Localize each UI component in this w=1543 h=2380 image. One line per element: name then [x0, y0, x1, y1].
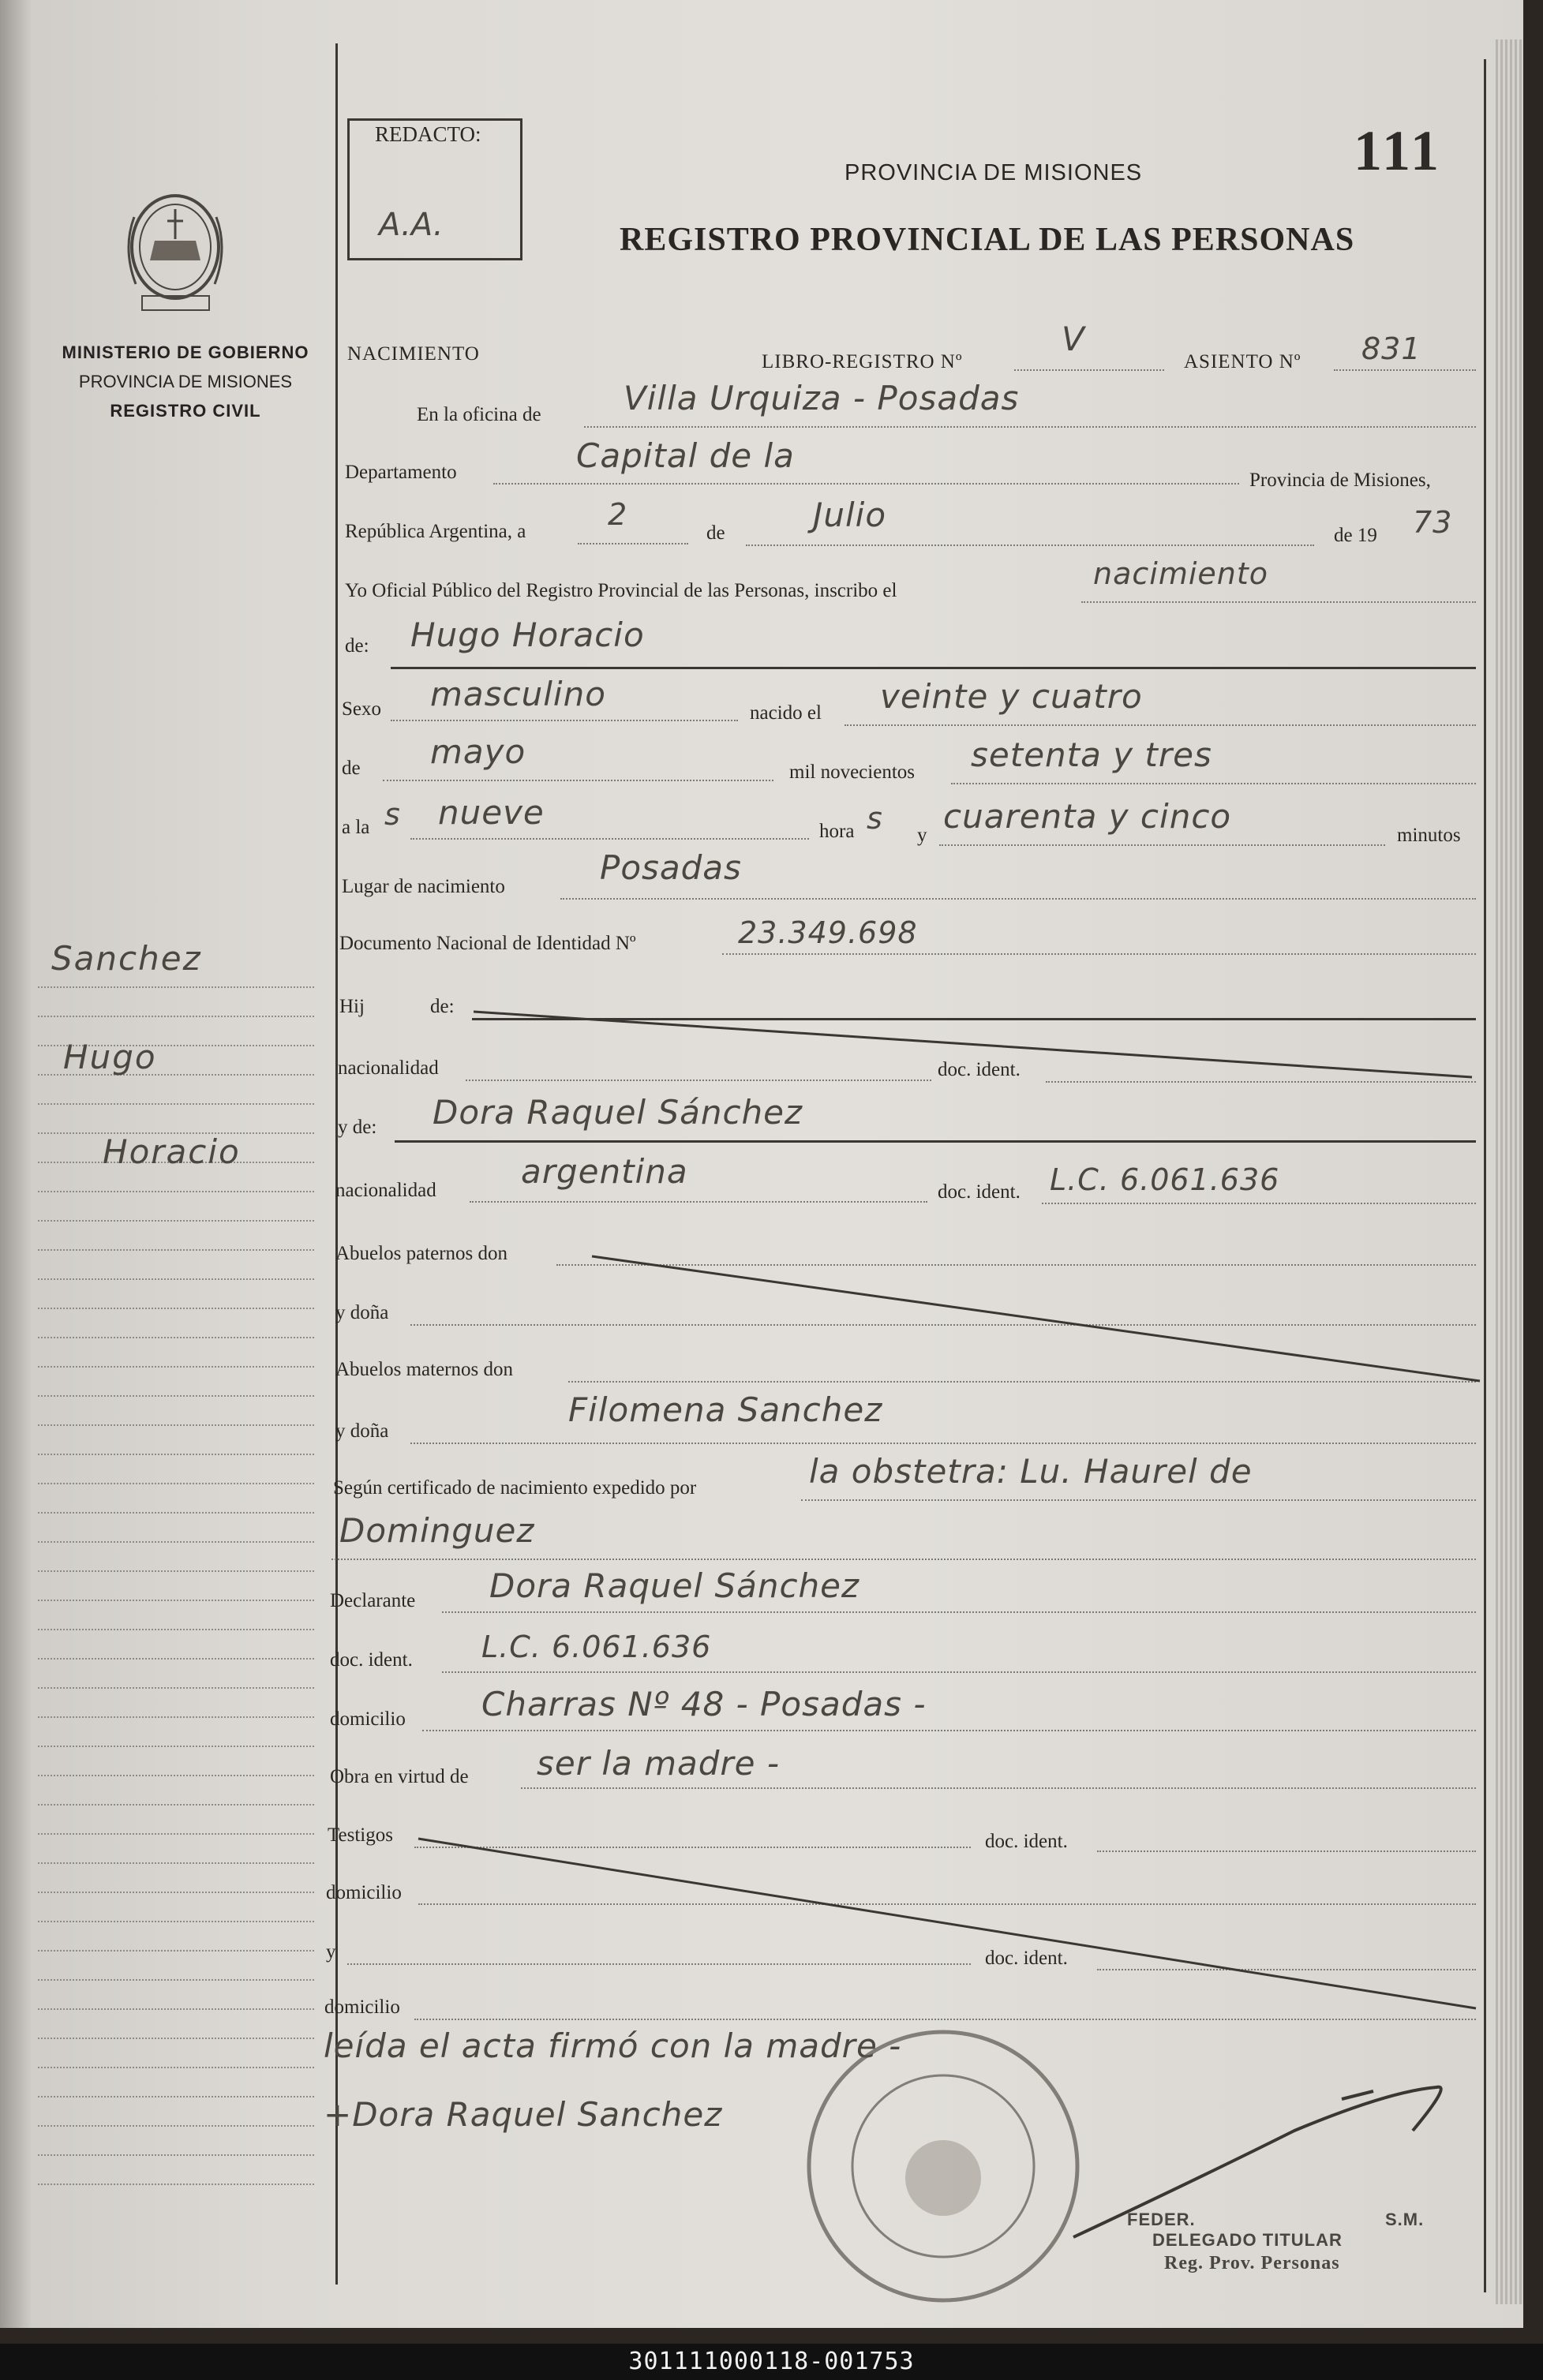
- domicilio-value: Charras Nº 48 - Posadas -: [481, 1685, 927, 1723]
- registry-title: REGISTRO PROVINCIAL DE LAS PERSONAS: [620, 222, 1355, 258]
- officer-name-stamp: FEDER.: [1127, 2210, 1196, 2229]
- departamento-label: Departamento: [345, 462, 457, 483]
- ministry-registry: REGISTRO CIVIL: [110, 401, 261, 421]
- madre-value: Dora Raquel Sánchez: [433, 1093, 803, 1132]
- signature-flourish: [1342, 2091, 1373, 2099]
- margin-second-name: Horacio: [103, 1132, 241, 1171]
- obra-value: ser la madre -: [537, 1744, 781, 1783]
- oficina-label: En la oficina de: [417, 404, 541, 425]
- testigo-1-domicilio-label: domicilio: [326, 1882, 402, 1903]
- anio-value: setenta y tres: [971, 735, 1212, 774]
- hij-label: Hij: [339, 996, 365, 1017]
- asiento-value: 831: [1361, 331, 1421, 366]
- lugar-value: Posadas: [600, 848, 742, 887]
- alas-suffix: s: [384, 797, 401, 832]
- officer-office-stamp: Reg. Prov. Personas: [1164, 2253, 1340, 2273]
- provincia-suffix: Provincia de Misiones,: [1249, 470, 1431, 491]
- padre-nacionalidad-label: nacionalidad: [338, 1057, 439, 1079]
- alas-label: a la: [342, 817, 370, 838]
- minutos-value: cuarenta y cinco: [943, 797, 1232, 836]
- asiento-label: ASIENTO Nº: [1184, 351, 1301, 372]
- abuela-paterna-label: y doña: [335, 1302, 389, 1323]
- act-type-label: NACIMIENTO: [347, 343, 480, 365]
- officer-title-stamp: DELEGADO TITULAR: [1152, 2230, 1343, 2250]
- declarante-doc-label: doc. ident.: [330, 1649, 413, 1671]
- archive-id: 301111000118-001753: [628, 2348, 915, 2375]
- sexo-label: Sexo: [342, 698, 381, 720]
- padre-strike-line: [474, 1012, 1472, 1077]
- officer-initials-stamp: S.M.: [1385, 2210, 1425, 2229]
- year-value: 73: [1413, 505, 1453, 540]
- testigo-1-doc-label: doc. ident.: [985, 1831, 1068, 1852]
- closing-note: leída el acta firmó con la madre -: [324, 2026, 902, 2065]
- lugar-label: Lugar de nacimiento: [342, 876, 505, 897]
- madre-label: y de:: [338, 1117, 377, 1138]
- nombre-label: de:: [345, 635, 369, 657]
- margin-surname: Sanchez: [51, 939, 202, 978]
- oficina-value: Villa Urquiza - Posadas: [624, 379, 1020, 417]
- hora-value: nueve: [438, 793, 545, 832]
- republica-label: República Argentina, a: [345, 521, 526, 542]
- padre-doc-label: doc. ident.: [938, 1059, 1021, 1080]
- mil-label: mil novecientos: [789, 762, 915, 783]
- mes-prefix-label: de: [342, 758, 361, 779]
- certificado-value-2: Dominguez: [339, 1511, 535, 1550]
- y-label: y: [917, 825, 927, 846]
- declarante-doc-value: L.C. 6.061.636: [481, 1630, 712, 1664]
- inscribo-value: nacimiento: [1093, 556, 1269, 591]
- declarante-label: Declarante: [330, 1590, 416, 1611]
- departamento-value: Capital de la: [576, 436, 795, 475]
- ministry-name: MINISTERIO DE GOBIERNO: [62, 342, 309, 362]
- margin-first-name: Hugo: [63, 1038, 157, 1076]
- abuelos-paternos-label: Abuelos paternos don: [335, 1243, 508, 1264]
- mes-value: mayo: [430, 732, 526, 771]
- obra-label: Obra en virtud de: [330, 1766, 469, 1787]
- abuelos-maternos-label: Abuelos maternos don: [335, 1359, 513, 1380]
- libro-label: LIBRO-REGISTRO Nº: [762, 351, 963, 372]
- domicilio-label: domicilio: [330, 1708, 406, 1730]
- redacto-initials: A.A.: [379, 207, 444, 243]
- mother-signature: +Dora Raquel Sanchez: [324, 2095, 723, 2134]
- redacto-label: REDACTO:: [375, 122, 481, 146]
- year-prefix-label: de 19: [1334, 525, 1377, 546]
- testigo-2-doc-label: doc. ident.: [985, 1948, 1068, 1969]
- certificado-value: la obstetra: Lu. Haurel de: [809, 1452, 1253, 1491]
- dni-value: 23.349.698: [738, 915, 918, 950]
- abuela-materna-label: y doña: [335, 1420, 389, 1442]
- nacido-label: nacido el: [750, 702, 822, 724]
- abuela-materna-value: Filomena Sanchez: [568, 1390, 883, 1429]
- madre-doc-label: doc. ident.: [938, 1181, 1021, 1203]
- nombre-value: Hugo Horacio: [410, 616, 645, 654]
- ministry-province: PROVINCIA DE MISIONES: [78, 372, 293, 391]
- hora-label: hora: [819, 821, 855, 842]
- province-heading: PROVINCIA DE MISIONES: [845, 160, 1143, 185]
- hora-suffix: s: [867, 801, 883, 836]
- testigos-strike-line: [418, 1839, 1476, 2008]
- minutos-label: minutos: [1397, 825, 1461, 846]
- oficial-statement: Yo Oficial Público del Registro Provincial de las Personas, inscribo el: [345, 580, 897, 601]
- madre-nacionalidad-value: argentina: [521, 1152, 688, 1191]
- testigos-label: Testigos: [328, 1824, 393, 1846]
- dni-label: Documento Nacional de Identidad Nº: [339, 933, 636, 954]
- libro-value: V: [1062, 320, 1085, 358]
- testigo-2-label: y: [326, 1941, 336, 1963]
- sexo-value: masculino: [430, 675, 606, 713]
- abuelos-strike-line: [592, 1256, 1480, 1381]
- hij-de-label: de:: [430, 996, 455, 1017]
- madre-doc-value: L.C. 6.061.636: [1050, 1162, 1280, 1197]
- declarante-value: Dora Raquel Sánchez: [489, 1566, 860, 1605]
- certificado-label: Según certificado de nacimiento expedido por: [333, 1477, 697, 1499]
- month-prefix-label: de: [706, 522, 725, 544]
- month-value: Julio: [813, 496, 887, 534]
- folio-number: 111: [1354, 119, 1443, 182]
- official-seal-icon: [809, 2032, 1077, 2300]
- day-value: 2: [608, 497, 628, 532]
- nacido-value: veinte y cuatro: [880, 677, 1143, 716]
- madre-nacionalidad-label: nacionalidad: [335, 1180, 436, 1201]
- testigo-2-domicilio-label: domicilio: [324, 1996, 400, 2018]
